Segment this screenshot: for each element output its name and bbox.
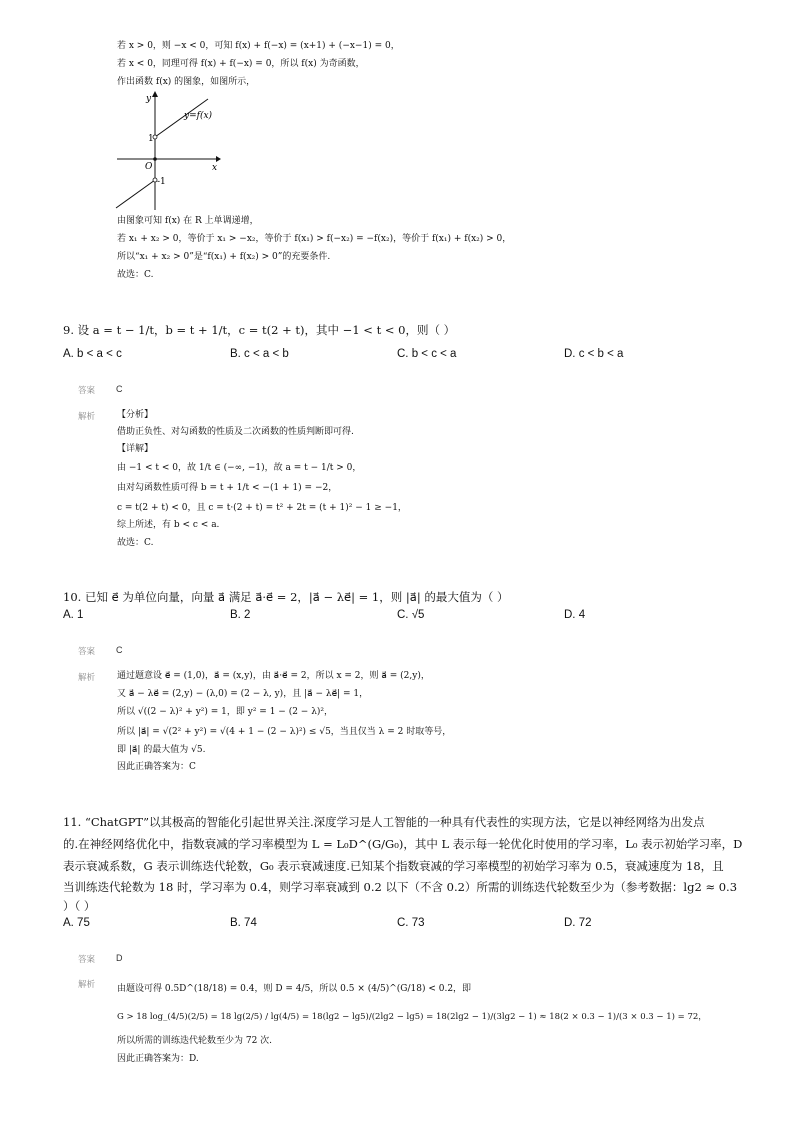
question-11-analysis-line: G > 18 log_(4/5)(2/5) = 18 lg(2/5) / lg(4/5) = 18(lg2 − lg5)/(2lg2 − lg5) = 18(2lg2 − 1)/(3lg2 − 1) ≈ 18(2 × 0.3 − 1)/(3 × 0.3 − 1) = 72， (117, 1012, 707, 1022)
question-9-analysis-line: 由对勾函数性质可得 b = t + 1/t < −(1 + 1) = −2， (117, 483, 338, 493)
prev-line-3: 作出函数 f(x) 的图象，如图所示， (117, 77, 256, 87)
question-11-stem-line: 11. “ChatGPT”以其极高的智能化引起世界关注.深度学习是人工智能的一种具有代表性的实现方法，它是以神经网络为出发点 (63, 815, 705, 829)
question-9-analysis-line: c = t(2 + t) < 0，且 c = t·(2 + t) = t² + 2t = (t + 1)² − 1 ≥ −1， (117, 503, 407, 513)
question-9-option-c[interactable]: C. b < c < a (397, 348, 457, 360)
question-9-answer-value: C (116, 384, 123, 394)
question-11-option-c[interactable]: C. 73 (397, 917, 425, 929)
question-10-answer-value: C (116, 645, 123, 655)
question-11-analysis-line: 所以所需的训练迭代轮数至少为 72 次. (117, 1036, 273, 1046)
question-10-answer-label: 答案 (78, 646, 96, 656)
question-9-analysis-line: 综上所述，有 b < c < a. (117, 520, 220, 530)
question-10-analysis-line: 即 |a⃗| 的最大值为 √5. (117, 745, 206, 755)
y-axis-label: y (146, 94, 152, 104)
prev-after-3: 所以“x₁ + x₂ > 0”是“f(x₁) + f(x₂) > 0”的充要条件. (117, 252, 331, 262)
tick-positive: 1 (148, 134, 154, 144)
question-9-analysis-line: 由 −1 < t < 0，故 1/t ∈ (−∞, −1)，故 a = t − 1/t > 0， (117, 463, 362, 473)
question-10-option-d[interactable]: D. 4 (564, 609, 586, 621)
question-10-analysis-line: 所以 √((2 − λ)² + y²) = 1，即 y² = 1 − (2 − λ)²， (117, 707, 334, 717)
question-10-analysis-line: 所以 |a⃗| = √(2² + y²) = √(4 + 1 − (2 − λ)²) ≤ √5，当且仅当 λ = 2 时取等号， (117, 727, 452, 737)
question-11-stem-line: 的.在神经网络优化中，指数衰减的学习率模型为 L = L₀D^(G/G₀)，其中 L 表示每一轮优化时使用的学习率，L₀ 表示初始学习率，D (63, 837, 743, 851)
question-11-stem-line: 表示衰减系数，G 表示训练迭代轮数，G₀ 表示衰减速度.已知某个指数衰减的学习率模型的初始学习率为 0.5，衰减速度为 18，且 (63, 859, 724, 873)
question-9-option-d[interactable]: D. c < b < a (564, 348, 624, 360)
question-11-answer-value: D (116, 953, 123, 963)
question-11-option-a[interactable]: A. 75 (63, 917, 90, 929)
question-10-analysis-line: 通过题意设 e⃗ = (1,0)，a⃗ = (x,y)，由 a⃗·e⃗ = 2，所以 x = 2，则 a⃗ = (2,y)， (117, 671, 430, 681)
question-9-answer-label: 答案 (78, 385, 96, 395)
question-11-stem-line: ）（ ） (63, 899, 96, 913)
tick-negative: -1 (157, 177, 166, 187)
question-10-stem: 10. 已知 e⃗ 为单位向量，向量 a⃗ 满足 a⃗·e⃗ = 2，|a⃗ − λe⃗| = 1，则 |a⃗| 的最大值为（ ） (63, 590, 509, 604)
question-10-option-a[interactable]: A. 1 (63, 609, 84, 621)
question-10-analysis-line: 因此正确答案为：C (117, 762, 196, 772)
question-10-analysis-line: 又 a⃗ − λe⃗ = (2,y) − (λ,0) = (2 − λ, y)，且 |a⃗ − λe⃗| = 1， (117, 689, 369, 699)
question-9-analysis-label: 解析 (78, 411, 96, 421)
prev-after-1: 由图象可知 f(x) 在 R 上单调递增， (117, 216, 259, 226)
function-graph (112, 90, 222, 212)
question-9-option-a[interactable]: A. b < a < c (63, 348, 122, 360)
curve-negative (116, 180, 155, 208)
question-11-option-d[interactable]: D. 72 (564, 917, 592, 929)
question-9-stem: 9. 设 a = t − 1/t，b = t + 1/t，c = t(2 + t)，其中 −1 < t < 0，则（ ） (63, 323, 456, 337)
question-9-analysis-line: 借助正负性、对勾函数的性质及二次函数的性质判断即可得. (117, 427, 354, 437)
question-9-analysis-line: 故选：C. (117, 538, 154, 548)
question-10-option-b[interactable]: B. 2 (230, 609, 251, 621)
question-9-option-b[interactable]: B. c < a < b (230, 348, 289, 360)
question-11-analysis-label: 解析 (78, 979, 96, 989)
question-11-answer-label: 答案 (78, 954, 96, 964)
prev-after-4: 故选：C. (117, 270, 154, 280)
curve-label: y=f(x) (184, 111, 213, 121)
question-11-analysis-line: 因此正确答案为：D. (117, 1054, 199, 1064)
question-10-analysis-label: 解析 (78, 672, 96, 682)
question-9-analysis-line: 【详解】 (117, 444, 154, 454)
origin-label: O (145, 162, 153, 172)
question-11-analysis-line: 由题设可得 0.5D^(18/18) = 0.4，则 D = 4/5，所以 0.5 × (4/5)^(G/18) < 0.2，即 (117, 984, 472, 994)
x-axis-label: x (212, 163, 218, 173)
question-9-analysis-line: 【分析】 (117, 410, 154, 420)
question-10-option-c[interactable]: C. √5 (397, 609, 425, 621)
question-11-option-b[interactable]: B. 74 (230, 917, 257, 929)
question-11-stem-line: 当训练迭代轮数为 18 时，学习率为 0.4，则学习率衰减到 0.2 以下（不含 0.2）所需的训练迭代轮数至少为（参考数据：lg2 ≈ 0.3 (63, 880, 738, 894)
prev-line-1: 若 x > 0，则 −x < 0，可知 f(x) + f(−x) = (x+1) + (−x−1) = 0， (117, 41, 400, 51)
prev-after-2: 若 x₁ + x₂ > 0，等价于 x₁ > −x₂，等价于 f(x₁) > f(−x₂) = −f(x₂)，等价于 f(x₁) + f(x₂) > 0， (117, 234, 512, 244)
prev-line-2: 若 x < 0，同理可得 f(x) + f(−x) = 0，所以 f(x) 为奇函数， (117, 59, 365, 69)
